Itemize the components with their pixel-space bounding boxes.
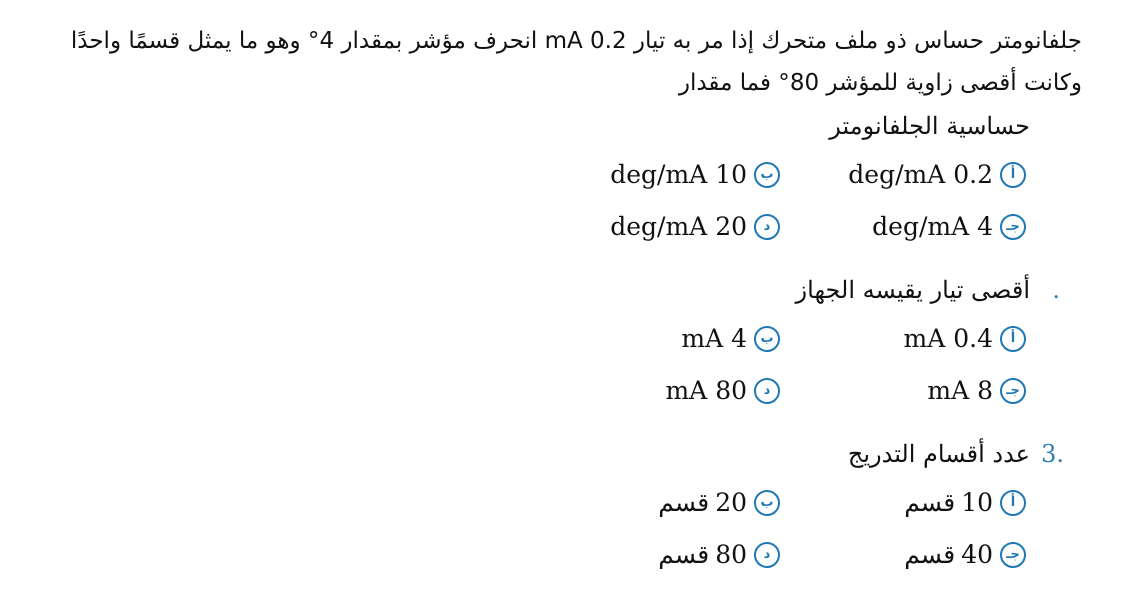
option-unit: قسم <box>904 488 956 517</box>
option-letter-badge: أ <box>1000 490 1026 516</box>
option-value: 10 deg/mA <box>610 160 747 189</box>
option-letter-badge: د <box>754 214 780 240</box>
option-value: 20 deg/mA <box>610 212 747 241</box>
q1-option-c[interactable] <box>872 212 1026 241</box>
q2-option-a[interactable] <box>904 324 1026 353</box>
option-value: 80 mA <box>665 376 747 405</box>
q1-option-d[interactable] <box>610 212 780 241</box>
question-2-text: أقصى تيار يقيسه الجهاز <box>795 276 1030 304</box>
option-letter-badge: د <box>754 542 780 568</box>
option-unit: قسم <box>658 488 710 517</box>
option-letter-badge: أ <box>1000 162 1026 188</box>
q3-option-b[interactable] <box>658 488 780 517</box>
option-letter-badge: ب <box>754 162 780 188</box>
q2-option-d[interactable] <box>665 376 780 405</box>
question-1-text: حساسية الجلفانومتر <box>829 112 1030 140</box>
option-value: 8 mA <box>927 376 993 405</box>
q1-option-a[interactable] <box>848 160 1026 189</box>
q3-option-d[interactable] <box>658 540 780 569</box>
option-value: 4 mA <box>681 324 747 353</box>
option-value: 0.4 mA <box>903 324 993 353</box>
option-letter-badge: ب <box>754 326 780 352</box>
option-value: 0.2 deg/mA <box>848 160 993 189</box>
option-letter-badge: جـ <box>1000 542 1026 568</box>
option-letter-badge: أ <box>1000 326 1026 352</box>
option-value: 4 deg/mA <box>872 212 993 241</box>
option-letter-badge: د <box>754 378 780 404</box>
option-letter-badge: جـ <box>1000 214 1026 240</box>
q1-option-b[interactable] <box>610 160 780 189</box>
q2-option-c[interactable] <box>927 376 1026 405</box>
option-unit: قسم <box>904 540 956 569</box>
option-letter-badge: جـ <box>1000 378 1026 404</box>
q3-option-c[interactable] <box>904 540 1026 569</box>
option-value: 20 <box>715 488 747 517</box>
option-value: 80 <box>715 540 747 569</box>
question-3-number: 3. <box>1041 440 1064 468</box>
option-letter-badge: ب <box>754 490 780 516</box>
option-value: 10 <box>961 488 993 517</box>
question-2-number: . <box>1052 276 1060 304</box>
q2-option-b[interactable] <box>681 324 780 353</box>
question-3-text: عدد أقسام التدريج <box>847 440 1030 468</box>
q3-option-a[interactable] <box>904 488 1026 517</box>
option-value: 40 <box>961 540 993 569</box>
intro-line-2: وكانت أقصى زاوية للمؤشر 80° فما مقدار <box>678 70 1082 96</box>
option-unit: قسم <box>658 540 710 569</box>
intro-line-1: جلفانومتر حساس ذو ملف متحرك إذا مر به تيار 0.2 mA انحرف مؤشر بمقدار 4° وهو ما يمثل قسمًا واحدًا <box>70 28 1082 54</box>
